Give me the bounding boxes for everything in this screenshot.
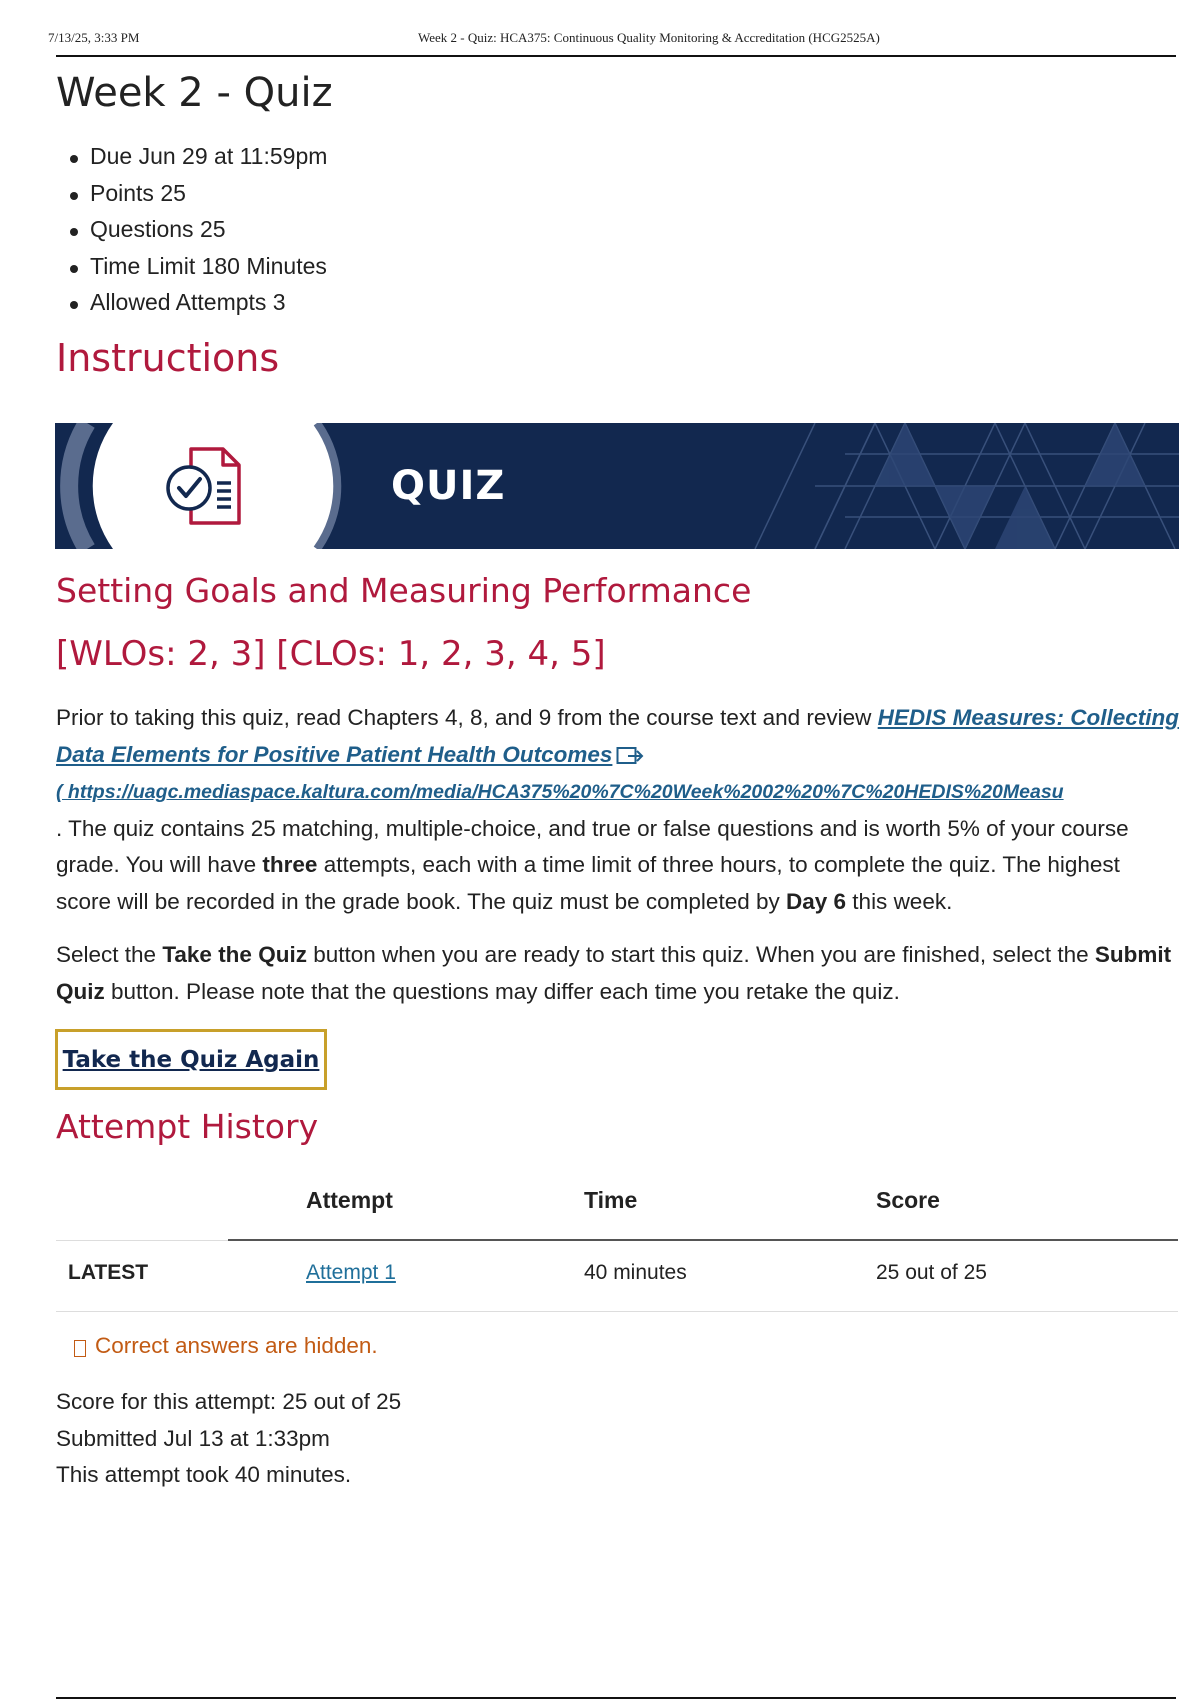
row-label-latest: LATEST xyxy=(68,1261,149,1284)
header-row-divider xyxy=(228,1239,1178,1241)
print-date: 7/13/25, 3:33 PM xyxy=(48,30,140,45)
attempt-summary xyxy=(56,1384,401,1494)
take-quiz-again-button[interactable] xyxy=(55,1029,327,1090)
instructions-heading: Instructions xyxy=(56,336,280,380)
attempt-history-table xyxy=(56,1167,1178,1313)
para1-bold-day6: Day 6 xyxy=(786,888,847,914)
summary-submitted: Submitted Jul 13 at 1:33pm xyxy=(56,1425,330,1451)
attempt-history-heading: Attempt History xyxy=(56,1107,319,1146)
attempt-score-cell: 25 out of 25 xyxy=(876,1261,987,1284)
column-header-time: Time xyxy=(584,1187,638,1213)
header-row-divider-left xyxy=(56,1240,228,1241)
quiz-instructions-paragraph xyxy=(56,700,1181,920)
para1-part1: . The quiz contains 25 matching, multiple-choice, and true or false questions and is worth 5% of your course grade. You will have xyxy=(56,815,1129,877)
learning-objectives-heading: [WLOs: 2, 3] [CLOs: 1, 2, 3, 4, 5] xyxy=(56,634,606,674)
column-header-score: Score xyxy=(876,1187,940,1213)
page-title: Week 2 - Quiz xyxy=(56,70,333,116)
quiz-details-list xyxy=(68,142,327,325)
banner-label: QUIZ xyxy=(391,463,506,509)
quiz-start-paragraph xyxy=(56,937,1181,1010)
answers-hidden-notice xyxy=(74,1333,378,1359)
print-header xyxy=(0,0,1200,60)
quiz-document-check-icon xyxy=(159,441,249,531)
column-header-attempt: Attempt xyxy=(306,1187,393,1213)
para1-part2: attempts, each with a time limit of three hours, to complete the quiz. The highest score will be recorded in the grade book. The quiz must be completed by xyxy=(56,852,1120,914)
hedis-link-text: HEDIS Measures: Collecting Data Elements for Positive Patient Health Outcomes xyxy=(56,705,1179,767)
quiz-banner xyxy=(55,423,1179,549)
goals-heading: Setting Goals and Measuring Performance xyxy=(56,571,752,610)
summary-duration: This attempt took 40 minutes. xyxy=(56,1462,352,1487)
para1-part3: this week. xyxy=(846,888,953,914)
para2-part3: button. Please note that the questions may differ each time you retake the quiz. xyxy=(104,978,900,1004)
attempt-1-link[interactable]: Attempt 1 xyxy=(306,1261,396,1284)
take-quiz-again-label: Take the Quiz Again xyxy=(62,1046,320,1073)
header-divider xyxy=(56,55,1176,57)
attempt-time-cell: 40 minutes xyxy=(584,1261,687,1284)
detail-allowed-attempts: Allowed Attempts 3 xyxy=(68,288,327,325)
detail-points: Points 25 xyxy=(68,179,327,216)
notice-box-icon xyxy=(74,1340,86,1357)
summary-score: Score for this attempt: 25 out of 25 xyxy=(56,1389,402,1414)
detail-due-date: Due Jun 29 at 11:59pm xyxy=(68,142,327,179)
answers-hidden-text: Correct answers are hidden. xyxy=(95,1333,378,1358)
para2-bold-take-quiz: Take the Quiz xyxy=(162,942,307,967)
media-url-link[interactable]: ( https://uagc.mediaspace.kaltura.com/media/HCA375%20%7C%20Week%2002%20%7C%20HEDIS%20Measu xyxy=(56,781,1064,803)
para2-part2: button when you are ready to start this quiz. When you are finished, select the xyxy=(306,942,1095,967)
para1-intro: Prior to taking this quiz, read Chapters 4, 8, and 9 from the course text and review xyxy=(56,705,878,730)
detail-questions: Questions 25 xyxy=(68,215,327,252)
para2-part1: Select the xyxy=(56,942,163,967)
print-page-title: Week 2 - Quiz: HCA375: Continuous Quality Monitoring & Accreditation (HCG2525A) xyxy=(418,30,880,45)
para1-bold-three: three xyxy=(262,852,318,877)
footer-divider xyxy=(56,1697,1176,1699)
row-divider xyxy=(56,1311,1178,1312)
external-link-icon xyxy=(616,746,644,766)
para2-bold-submit-quiz: Submit Quiz xyxy=(56,942,1172,1004)
detail-time-limit: Time Limit 180 Minutes xyxy=(68,252,327,289)
